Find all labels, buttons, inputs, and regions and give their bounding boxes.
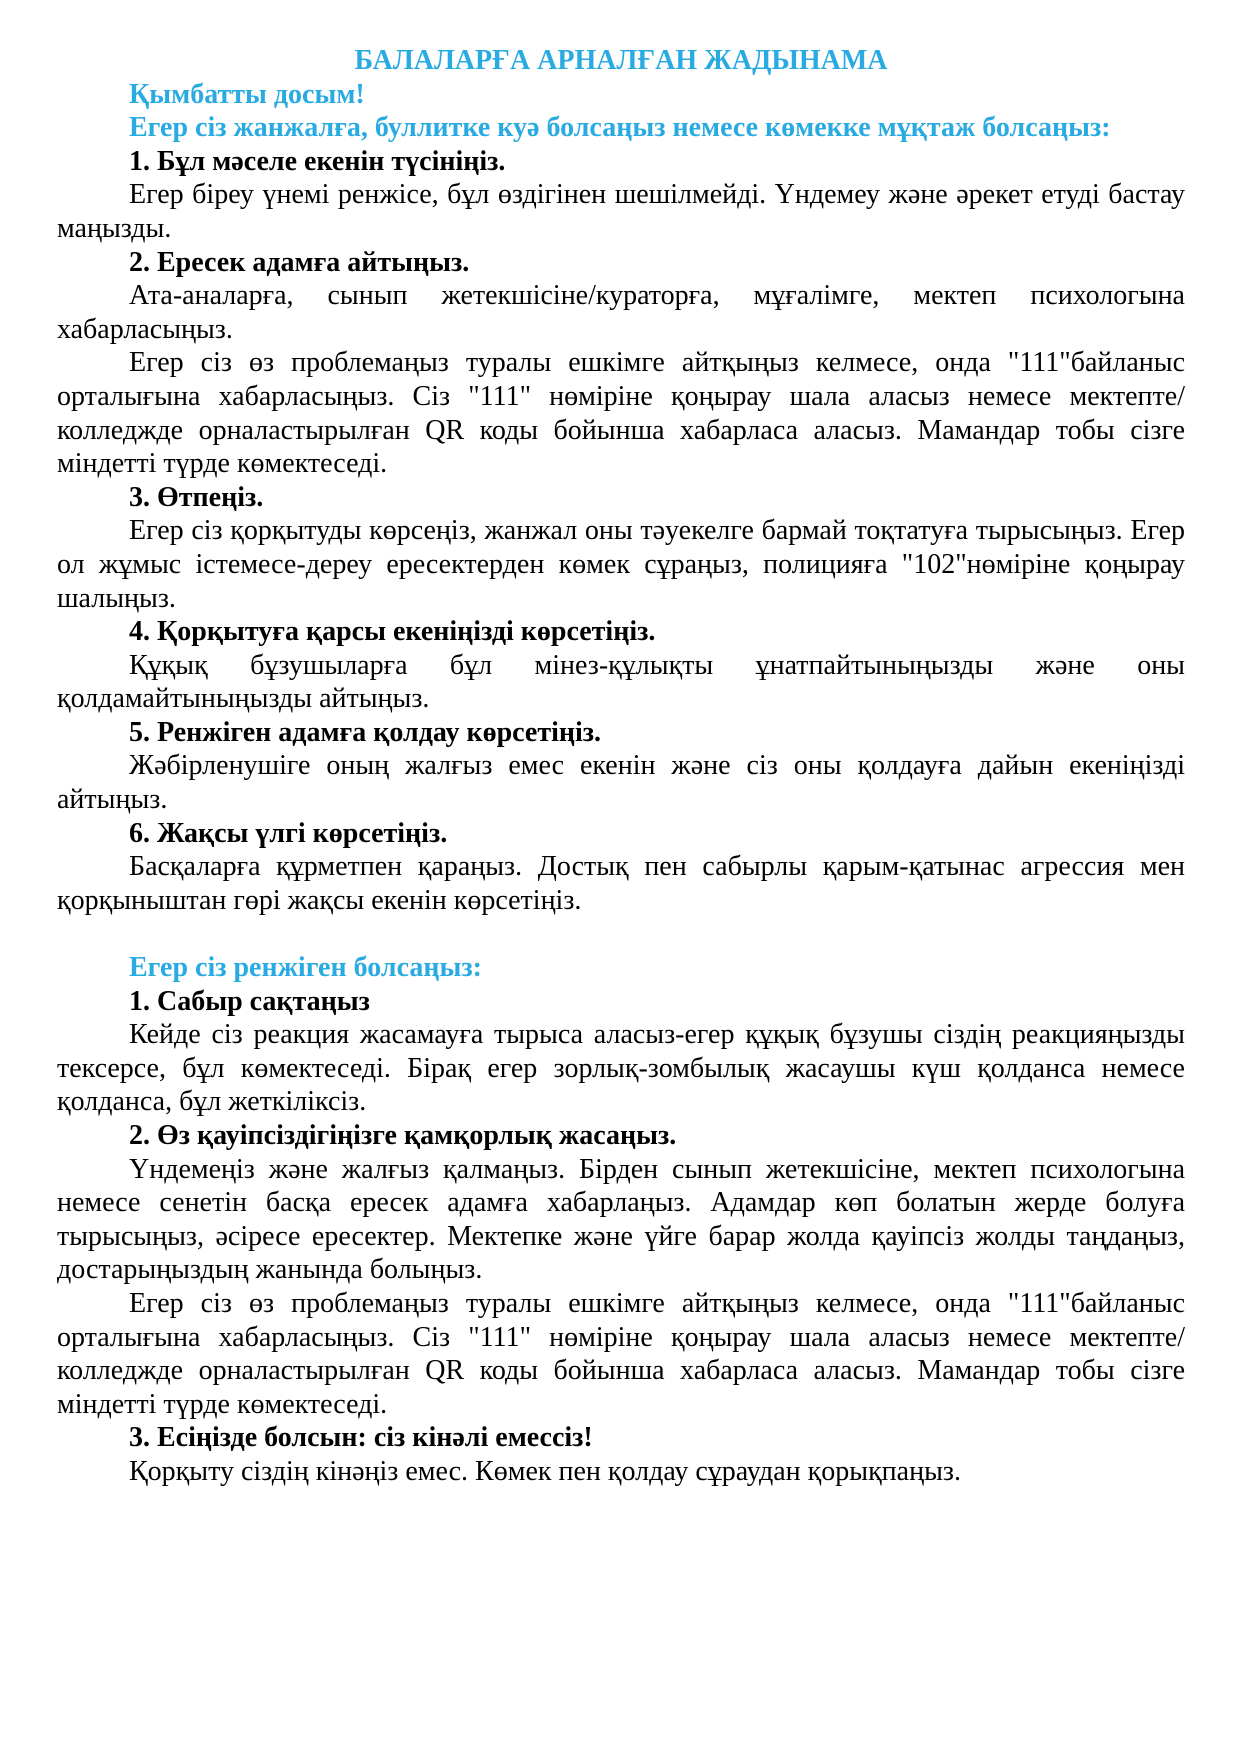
- item-6-text: Басқаларға құрметпен қараңыз. Достық пен сабырлы қарым-қатынас агрессия мен қорқыныштан гөрі жақсы екенін көрсетіңіз.: [57, 851, 1185, 916]
- section-2-item-1-heading: 1. Сабыр сақтаңыз: [129, 985, 370, 1017]
- greeting-heading: Қымбатты досым!: [129, 78, 365, 110]
- section-2-item-2-text-1: Үндемеңіз және жалғыз қалмаңыз. Бірден сынып жетекшісіне, мектеп психологына немесе сенетін басқа ересек адамға хабарлаңыз. Адамдар көп болатын жерде болуға тырысыңыз, әсіресе ересектер. Мектепке және үйге барар жолда қауіпсіз жолды таңдаңыз, достарыңыздың жанында болыңыз.: [57, 1153, 1185, 1286]
- blank-line: [57, 917, 1185, 951]
- document-title: БАЛАЛАРҒА АРНАЛҒАН ЖАДЫНАМА: [354, 45, 888, 76]
- section-2-heading: Егер сіз ренжіген болсаңыз:: [129, 952, 482, 984]
- item-4-text: Құқық бұзушыларға бұл мінез-құлықты ұнатпайтыныңызды және оны қолдамайтыныңызды айтыңыз.: [57, 649, 1185, 715]
- section-2-item-2-heading: 2. Өз қауіпсіздігіңізге қамқорлық жасаңыз.: [129, 1120, 677, 1151]
- section-2-item-2-text-2: Егер сіз өз проблемаңыз туралы ешкімге айтқыңыз келмесе, онда "111"байланыс орталығына хабарласыңыз. Сіз "111" нөміріне қоңырау шала аласыз немесе мектепте/колледжде орналастырылған QR коды бойынша хабарласа аласыз. Мамандар тобы сізге міндетті түрде көмектеседі.: [57, 1287, 1185, 1420]
- item-6-heading: 6. Жақсы үлгі көрсетіңіз.: [129, 817, 448, 849]
- item-3-text: Егер сіз қорқытуды көрсеңіз, жанжал оны тәуекелге бармай тоқтатуға тырысыңыз. Егер ол жұмыс істемесе-дереу ересектерден көмек сұраңыз, полицияға "102"нөміріне қоңырау шалыңыз.: [57, 515, 1185, 614]
- item-2-heading: 2. Ересек адамға айтыңыз.: [129, 246, 470, 278]
- item-4-heading: 4. Қорқытуға қарсы екеніңізді көрсетіңіз.: [129, 616, 656, 648]
- section-2-item-3-text: Қорқыту сіздің кінәңіз емес. Көмек пен қолдау сұраудан қорықпаңыз.: [129, 1455, 961, 1487]
- item-1-text: Егер біреу үнемі ренжісе, бұл өздігінен шешілмейді. Үндемеу және әрекет етуді бастау маңызды.: [57, 179, 1185, 244]
- item-5-heading: 5. Ренжіген адамға қолдау көрсетіңіз.: [129, 716, 602, 748]
- item-2-text-1: Ата-аналарға, сынып жетекшісіне/кураторға, мұғалімге, мектеп психологына хабарласыңыз.: [57, 280, 1185, 345]
- item-5-text: Жәбірленушіге оның жалғыз емес екенін және сіз оны қолдауға дайын екеніңізді айтыңыз.: [57, 750, 1185, 816]
- document-body: [57, 78, 1185, 1489]
- section-2-item-1-text: Кейде сіз реакция жасамауға тырыса аласыз-егер құқық бұзушы сіздің реакцияңызды тексерсе, бұл көмектеседі. Бірақ егер зорлық-зомбылық жасаушы күш қолданса немесе қолданса, бұл жеткіліксіз.: [57, 1019, 1185, 1118]
- item-3-heading: 3. Өтпеңіз.: [129, 481, 264, 513]
- section-2-item-3-heading: 3. Есіңізде болсын: сіз кінәлі емессіз!: [129, 1422, 593, 1454]
- section-1-heading: Егер сіз жанжалға, буллитке куә болсаңыз немесе көмекке мұқтаж болсаңыз:: [129, 112, 1111, 144]
- item-1-heading: 1. Бұл мәселе екенін түсініңіз.: [129, 145, 506, 177]
- item-2-text-2: Егер сіз өз проблемаңыз туралы ешкімге айтқыңыз келмесе, онда "111"байланыс орталығына хабарласыңыз. Сіз "111" нөміріне қоңырау шала аласыз немесе мектепте/колледжде орналастырылған QR коды бойынша хабарласа аласыз. Мамандар тобы сізге міндетті түрде көмектеседі.: [57, 347, 1185, 480]
